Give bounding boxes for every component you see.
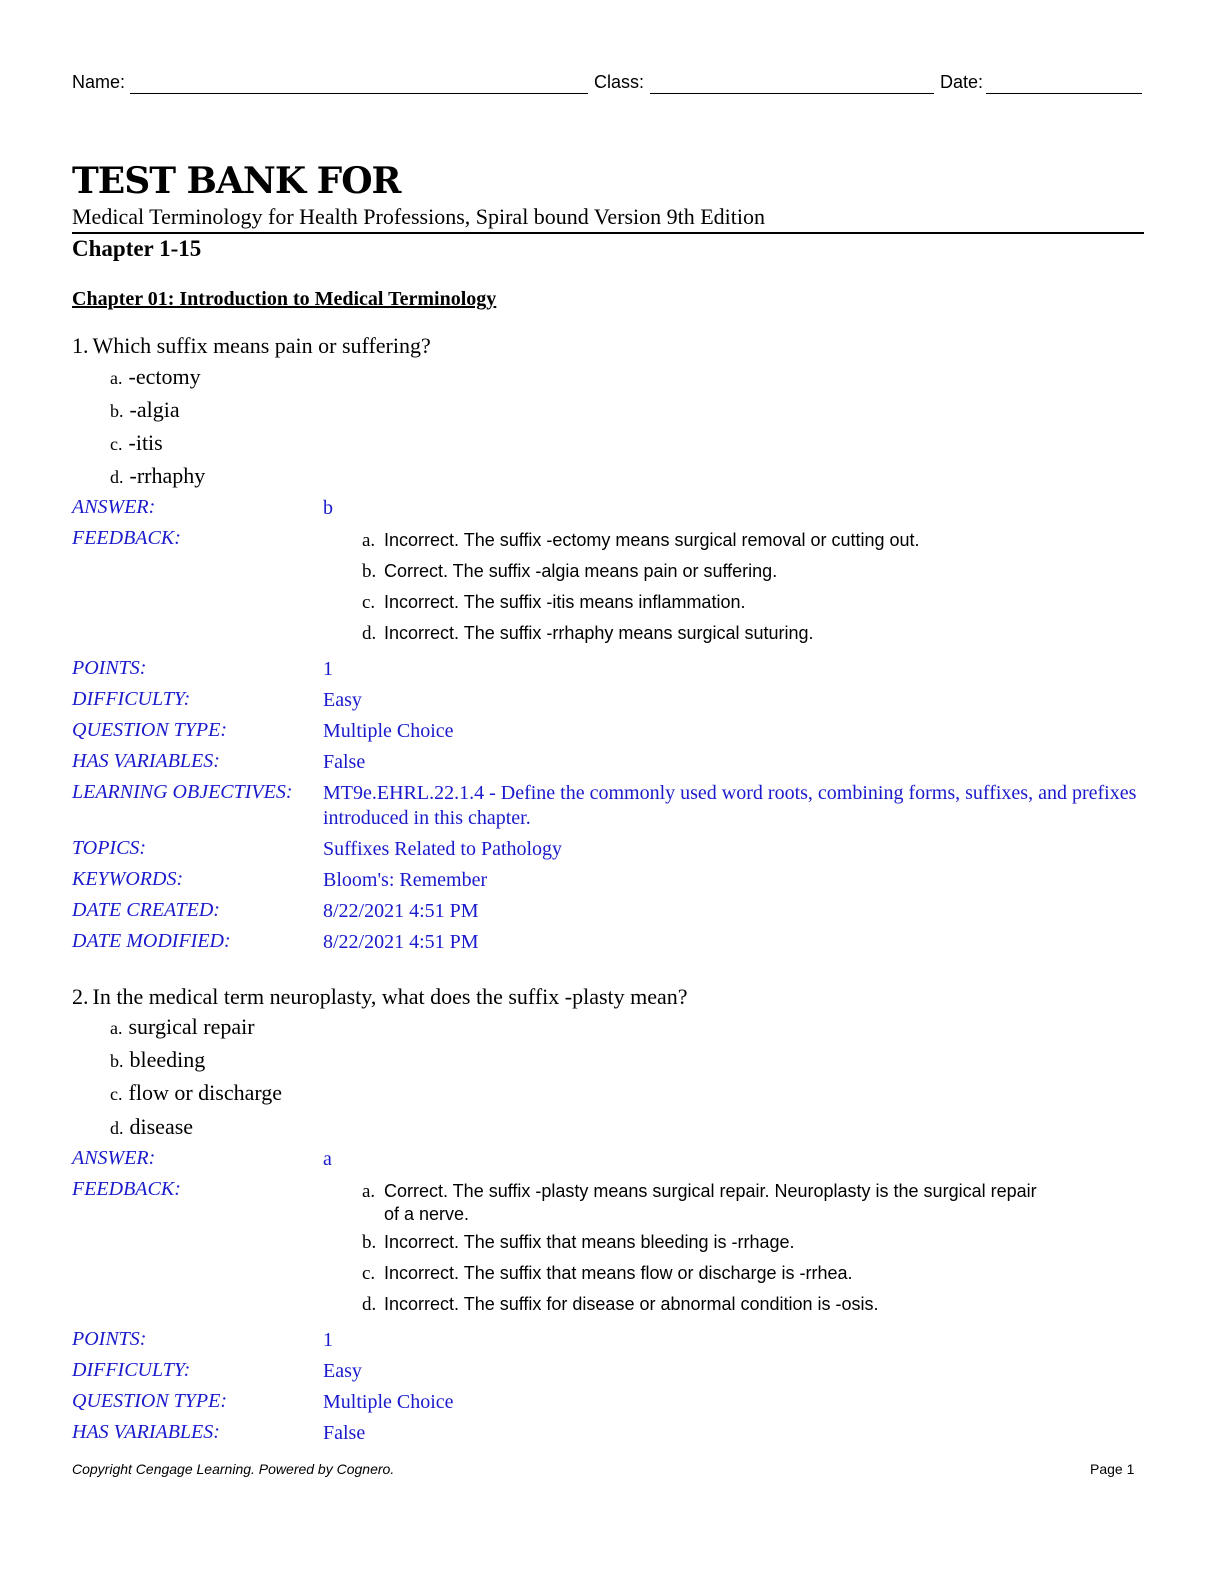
class-label: Class:: [594, 72, 645, 92]
points-value: 1: [323, 1329, 333, 1351]
difficulty-value: Easy: [323, 1360, 362, 1382]
date-created-value: 8/22/2021 4:51 PM: [323, 900, 479, 922]
date-created-label: DATE CREATED:: [72, 899, 220, 921]
question-type-value: Multiple Choice: [323, 720, 454, 742]
learning-objectives-label: LEARNING OBJECTIVES:: [72, 781, 293, 803]
option: c. -itis: [110, 430, 163, 455]
feedback-item: d. Incorrect. The suffix for disease or abnormal condition is -osis.: [362, 1294, 879, 1315]
title-divider: [72, 232, 1144, 234]
footer-copyright: Copyright Cengage Learning. Powered by Cognero.: [72, 1461, 395, 1477]
question-1: [72, 333, 431, 359]
keywords-value: Bloom's: Remember: [323, 869, 488, 891]
topics-value: Suffixes Related to Pathology: [323, 838, 563, 860]
points-value: 1: [323, 658, 333, 680]
feedback-item: a. Correct. The suffix -plasty means surgical repair. Neuroplasty is the surgical repair of a nerve.: [362, 1181, 1037, 1224]
question-number: 2.: [72, 984, 89, 1009]
keywords-label: KEYWORDS:: [72, 868, 184, 890]
feedback-item: b. Correct. The suffix -algia means pain or suffering.: [362, 561, 778, 582]
answer-value: b: [323, 497, 333, 519]
feedback-item: b. Incorrect. The suffix that means bleeding is -rrhage.: [362, 1232, 795, 1253]
has-variables-value: False: [323, 1422, 366, 1444]
chapter-range: Chapter 1-15: [72, 236, 202, 261]
has-variables-label: HAS VARIABLES:: [72, 1421, 220, 1443]
answer-label: ANSWER:: [72, 496, 156, 518]
option: a. -ectomy: [110, 364, 201, 389]
feedback-label: FEEDBACK:: [72, 1178, 181, 1200]
footer-page-number: Page 1: [1090, 1461, 1135, 1477]
question-type-value: Multiple Choice: [323, 1391, 454, 1413]
learning-objectives-value: MT9e.EHRL.22.1.4 - Define the commonly used word roots, combining forms, suffixes, and prefixes introduced in this chapter.: [323, 782, 1137, 829]
points-label: POINTS:: [72, 657, 147, 679]
difficulty-value: Easy: [323, 689, 362, 711]
chapter-heading: Chapter 01: Introduction to Medical Terminology: [72, 288, 497, 310]
option: b. -algia: [110, 397, 180, 422]
answer-value: a: [323, 1148, 332, 1170]
difficulty-label: DIFFICULTY:: [72, 688, 191, 710]
name-label: Name:: [72, 72, 126, 92]
option: b. bleeding: [110, 1047, 206, 1072]
topics-label: TOPICS:: [72, 837, 147, 859]
class-blank-line: [650, 93, 934, 94]
date-blank-line: [986, 93, 1142, 94]
difficulty-label: DIFFICULTY:: [72, 1359, 191, 1381]
option: c. flow or discharge: [110, 1080, 283, 1105]
feedback-item: a. Incorrect. The suffix -ectomy means surgical removal or cutting out.: [362, 530, 920, 551]
option: a. surgical repair: [110, 1014, 255, 1039]
feedback-label: FEEDBACK:: [72, 527, 181, 549]
question-type-label: QUESTION TYPE:: [72, 1390, 228, 1412]
date-modified-label: DATE MODIFIED:: [72, 930, 231, 952]
answer-label: ANSWER:: [72, 1147, 156, 1169]
date-label: Date:: [940, 72, 984, 92]
feedback-item: c. Incorrect. The suffix -itis means inflammation.: [362, 592, 746, 613]
feedback-item: c. Incorrect. The suffix that means flow or discharge is -rrhea.: [362, 1263, 853, 1284]
question-text: Which suffix means pain or suffering?: [92, 333, 431, 358]
points-label: POINTS:: [72, 1328, 147, 1350]
question-2: [72, 984, 688, 1010]
name-blank-line: [130, 93, 588, 94]
question-text: In the medical term neuroplasty, what does the suffix -plasty mean?: [92, 984, 688, 1009]
option: d. disease: [110, 1114, 194, 1139]
feedback-item: d. Incorrect. The suffix -rrhaphy means surgical suturing.: [362, 623, 814, 644]
document-title: TEST BANK FOR: [72, 160, 401, 202]
student-info-header: [72, 72, 1142, 98]
has-variables-value: False: [323, 751, 366, 773]
date-modified-value: 8/22/2021 4:51 PM: [323, 931, 479, 953]
option: d. -rrhaphy: [110, 463, 206, 488]
document-subtitle: Medical Terminology for Health Professions, Spiral bound Version 9th Edition: [72, 204, 766, 229]
question-type-label: QUESTION TYPE:: [72, 719, 228, 741]
has-variables-label: HAS VARIABLES:: [72, 750, 220, 772]
question-number: 1.: [72, 333, 89, 358]
